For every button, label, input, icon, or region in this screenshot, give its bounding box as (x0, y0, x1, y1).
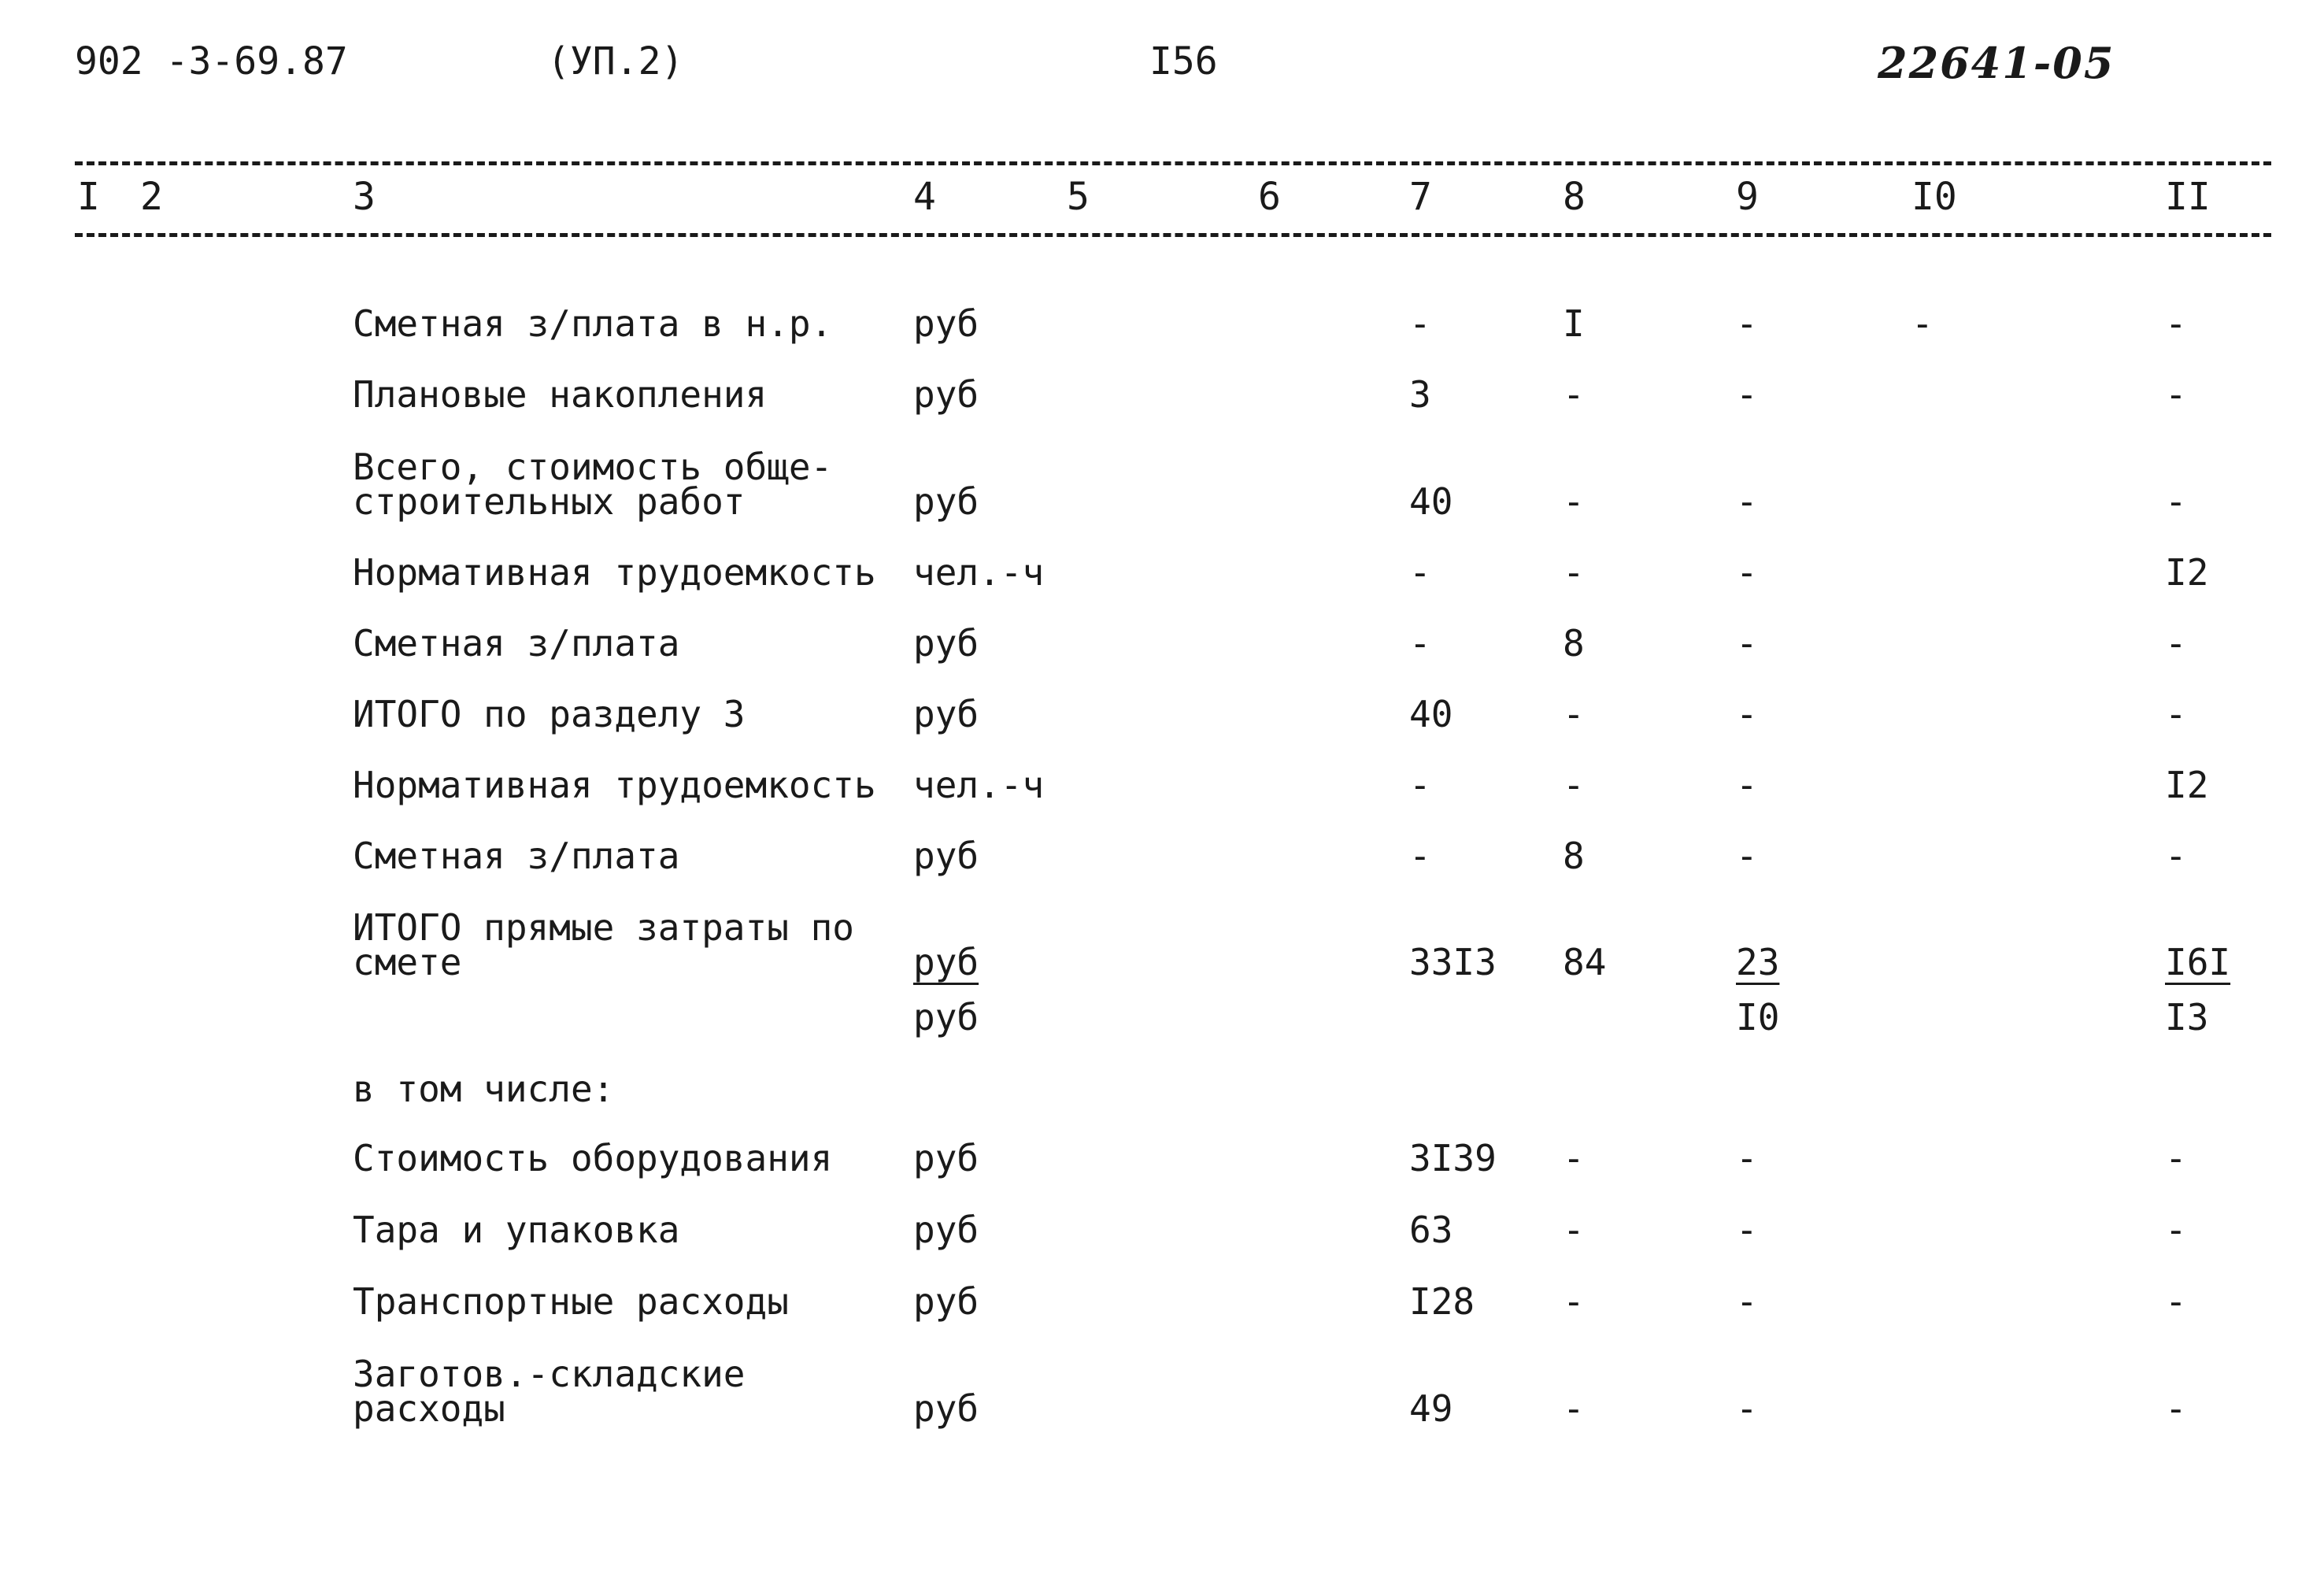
cell-col-11: - (2165, 302, 2187, 345)
row-unit: руб (913, 693, 979, 735)
cell-col-7: - (1409, 835, 1431, 877)
row-label: Сметная з/плата в н.р. (353, 302, 833, 345)
cell-col-8: - (1563, 1209, 1585, 1251)
cell-col-8: - (1563, 480, 1585, 523)
row-unit: руб (913, 1137, 979, 1179)
cell-col-8: 84 (1563, 941, 1607, 983)
column-number: 6 (1258, 175, 1281, 219)
row-label: Сметная з/плата (353, 622, 680, 665)
row-label: ИТОГО прямые затраты по (353, 906, 854, 949)
cell-col-7: - (1409, 302, 1431, 345)
column-number: 8 (1563, 175, 1586, 219)
cell-col-7: 33I3 (1409, 941, 1497, 983)
table-row (0, 622, 2324, 696)
cell-col-9: - (1736, 551, 1758, 594)
cell-col-8: - (1563, 1387, 1585, 1430)
cell-col-8: - (1563, 1137, 1585, 1179)
cell-col-8: - (1563, 551, 1585, 594)
column-number: 9 (1736, 175, 1759, 219)
column-number: I (77, 175, 100, 219)
table-row (0, 302, 2324, 376)
cell-col-7: 3I39 (1409, 1137, 1497, 1179)
cell-col-8: I (1563, 302, 1585, 345)
cell-col-11: - (2165, 622, 2187, 665)
cell-col-7: 49 (1409, 1387, 1453, 1430)
row-unit: руб (913, 622, 979, 665)
cell-col-8: - (1563, 764, 1585, 806)
cell-col-10: - (1911, 302, 1934, 345)
column-number: 3 (353, 175, 376, 219)
row-label: Транспортные расходы (353, 1280, 789, 1323)
row-label: Плановые накопления (353, 373, 768, 416)
cell-col-7: 63 (1409, 1209, 1453, 1251)
cell-col-9: - (1736, 1280, 1758, 1323)
column-number: II (2165, 175, 2211, 219)
row-label-continuation: смете (353, 941, 462, 983)
cell-col-11: - (2165, 693, 2187, 735)
cell-col-8: 8 (1563, 622, 1585, 665)
cell-col-8: - (1563, 693, 1585, 735)
table-row (0, 373, 2324, 447)
cell-col-11-denominator: I3 (2165, 996, 2209, 1039)
cell-col-9: - (1736, 1137, 1758, 1179)
cell-col-7: 3 (1409, 373, 1431, 416)
page-number: I56 (1149, 39, 1218, 83)
row-label: Нормативная трудоемкость (353, 764, 876, 806)
row-unit: руб (913, 480, 979, 523)
cell-col-11: - (2165, 835, 2187, 877)
column-number: 7 (1409, 175, 1432, 219)
row-unit-denominator: руб (913, 996, 979, 1039)
cell-col-9: - (1736, 622, 1758, 665)
cell-col-7: 40 (1409, 480, 1453, 523)
row-label: Заготов.-складские (353, 1353, 746, 1395)
cell-col-8: - (1563, 373, 1585, 416)
cell-col-9-numerator: 23 (1736, 941, 1780, 983)
row-label: Стоимость оборудования (353, 1137, 833, 1179)
row-label: Сметная з/плата (353, 835, 680, 877)
column-number: I0 (1911, 175, 1957, 219)
cell-col-9: - (1736, 1387, 1758, 1430)
row-label: Тара и упаковка (353, 1209, 680, 1251)
header-bottom-rule (75, 233, 2271, 237)
table-row (0, 1137, 2324, 1211)
cell-col-9: - (1736, 835, 1758, 877)
table-row (0, 1209, 2324, 1283)
cell-col-11: - (2165, 373, 2187, 416)
cell-col-9: - (1736, 373, 1758, 416)
row-label-continuation: строительных работ (353, 480, 746, 523)
table-row (0, 1280, 2324, 1354)
row-label: Нормативная трудоемкость (353, 551, 876, 594)
table-row (0, 1353, 2324, 1466)
row-unit: руб (913, 1280, 979, 1323)
row-unit-numerator: руб (913, 941, 979, 983)
cell-col-11: - (2165, 1280, 2187, 1323)
table-row (0, 835, 2324, 909)
cell-col-11-numerator: I6I (2165, 941, 2231, 983)
cell-col-9: - (1736, 302, 1758, 345)
cell-col-7: - (1409, 551, 1431, 594)
cell-col-7: - (1409, 764, 1431, 806)
header-top-rule (75, 161, 2271, 165)
row-label: ИТОГО по разделу 3 (353, 693, 746, 735)
cell-col-11: I2 (2165, 764, 2209, 806)
row-label-continuation: расходы (353, 1387, 505, 1430)
cell-col-11: - (2165, 1209, 2187, 1251)
cell-col-9: - (1736, 764, 1758, 806)
cell-col-7: I28 (1409, 1280, 1475, 1323)
cell-col-11: - (2165, 480, 2187, 523)
column-number: 4 (913, 175, 936, 219)
cell-col-8: 8 (1563, 835, 1585, 877)
column-number: 2 (140, 175, 163, 219)
row-unit: руб (913, 1387, 979, 1430)
inventory-number-handwritten: 22641-05 (1878, 38, 2115, 88)
cell-col-9-denominator: I0 (1736, 996, 1780, 1039)
total-direct-costs-row (0, 906, 2324, 1043)
document-code: 902 -3-69.87 (75, 39, 348, 83)
table-row (0, 446, 2324, 559)
cell-col-8: - (1563, 1280, 1585, 1323)
table-row (0, 551, 2324, 625)
row-unit: руб (913, 835, 979, 877)
row-label: Всего, стоимость обще- (353, 446, 833, 488)
cell-col-7: 40 (1409, 693, 1453, 735)
row-unit: руб (913, 302, 979, 345)
cell-col-7: - (1409, 622, 1431, 665)
cell-col-11: - (2165, 1387, 2187, 1430)
row-unit: чел.-ч (913, 764, 1045, 806)
cell-col-11: - (2165, 1137, 2187, 1179)
row-unit: руб (913, 373, 979, 416)
row-unit: чел.-ч (913, 551, 1045, 594)
cell-col-9: - (1736, 480, 1758, 523)
cell-col-11: I2 (2165, 551, 2209, 594)
table-row (0, 693, 2324, 767)
album-number: (УП.2) (547, 39, 684, 83)
row-unit: руб (913, 1209, 979, 1251)
column-number: 5 (1067, 175, 1090, 219)
cell-col-9: - (1736, 1209, 1758, 1251)
subheading-row (0, 1068, 2324, 1142)
subheading-including: в том числе: (353, 1068, 615, 1110)
table-row (0, 764, 2324, 838)
cell-col-9: - (1736, 693, 1758, 735)
